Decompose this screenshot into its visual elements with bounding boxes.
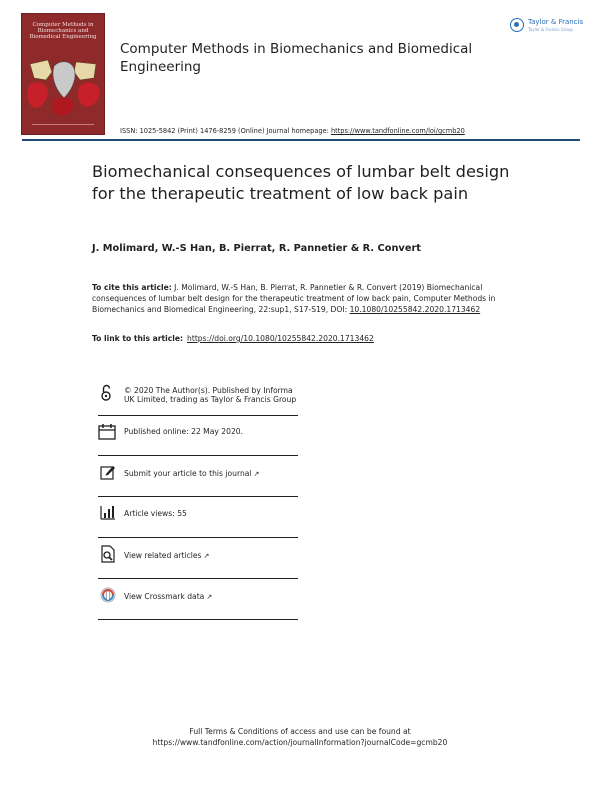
article-views-text: Article views: 55 bbox=[124, 509, 187, 518]
info-divider-2 bbox=[98, 455, 298, 456]
article-authors: J. Molimard, W.-S Han, B. Pierrat, R. Pannetier & R. Convert bbox=[92, 243, 421, 254]
publisher-logo[interactable] bbox=[510, 16, 585, 36]
related-articles-link[interactable] bbox=[98, 545, 298, 567]
crossmark-text: View Crossmark data bbox=[124, 592, 205, 601]
info-divider-4 bbox=[98, 537, 298, 538]
open-access-row bbox=[98, 383, 298, 417]
crossmark-icon bbox=[100, 587, 116, 605]
footer-line-1: Full Terms & Conditions of access and use can be found at bbox=[189, 727, 411, 736]
edit-pencil-icon bbox=[100, 464, 116, 480]
cover-illustration bbox=[26, 58, 102, 120]
info-divider-1 bbox=[98, 415, 298, 416]
cite-text: J. Molimard, W.-S Han, B. Pierrat, R. Pannetier & R. Convert (2019) Biomechanical consequences of lumbar belt design for the therapeutic treatment of low back pain, Computer Methods in Biomechanics and Biomedical Engineering, 22:sup1, S17-S19, DOI: bbox=[92, 283, 496, 314]
citation-block bbox=[92, 282, 512, 315]
submit-article-text: Submit your article to this journal bbox=[124, 469, 252, 478]
open-access-text: © 2020 The Author(s). Published by Informa UK Limited, trading as Taylor & Francis Group bbox=[124, 386, 297, 405]
info-divider-6 bbox=[98, 619, 298, 620]
bar-chart-icon bbox=[100, 504, 116, 520]
link-label: To link to this article: bbox=[92, 334, 184, 343]
issn-text: ISSN: 1025-5842 (Print) 1476-8259 (Online) Journal homepage: bbox=[120, 127, 331, 135]
info-divider-3 bbox=[98, 496, 298, 497]
external-link-icon: ↗ bbox=[206, 593, 213, 601]
submit-article-link[interactable] bbox=[98, 464, 298, 484]
header-divider bbox=[22, 139, 580, 141]
publisher-name: Taylor & Francis bbox=[528, 18, 584, 26]
article-title: Biomechanical consequences of lumbar belt design for the therapeutic treatment of low back pain bbox=[92, 162, 510, 203]
issn-line bbox=[120, 127, 465, 135]
journal-title: Computer Methods in Biomechanics and Biomedical Engineering bbox=[120, 41, 473, 75]
article-doi-link[interactable]: https://doi.org/10.1080/10255842.2020.1713462 bbox=[187, 334, 374, 343]
external-link-icon: ↗ bbox=[203, 552, 210, 560]
cover-rule bbox=[32, 124, 94, 125]
info-divider-5 bbox=[98, 578, 298, 579]
footer-terms-link[interactable]: https://www.tandfonline.com/action/journalInformation?journalCode=gcmb20 bbox=[152, 737, 448, 747]
cover-title: Computer Methods in Biomechanics and Biomedical Engineering bbox=[29, 22, 97, 40]
footer-terms bbox=[0, 727, 600, 748]
cite-label: To cite this article: bbox=[92, 283, 172, 292]
calendar-icon bbox=[98, 423, 116, 440]
related-articles-text: View related articles bbox=[124, 551, 202, 560]
publisher-logo-icon bbox=[510, 18, 524, 32]
related-articles-icon bbox=[101, 545, 115, 563]
journal-cover-image[interactable] bbox=[21, 13, 105, 135]
journal-homepage-link[interactable]: https://www.tandfonline.com/loi/gcmb20 bbox=[330, 127, 465, 135]
open-access-lock-icon bbox=[101, 384, 111, 401]
external-link-icon: ↗ bbox=[253, 470, 260, 478]
link-line bbox=[92, 334, 374, 343]
published-row bbox=[98, 423, 298, 445]
doi-link[interactable]: 10.1080/10255842.2020.1713462 bbox=[349, 305, 481, 314]
published-date-text: Published online: 22 May 2020. bbox=[124, 427, 244, 436]
article-views-row[interactable] bbox=[98, 504, 298, 524]
crossmark-link[interactable] bbox=[98, 587, 298, 609]
publisher-subtitle: Taylor & Francis Group bbox=[528, 27, 573, 32]
